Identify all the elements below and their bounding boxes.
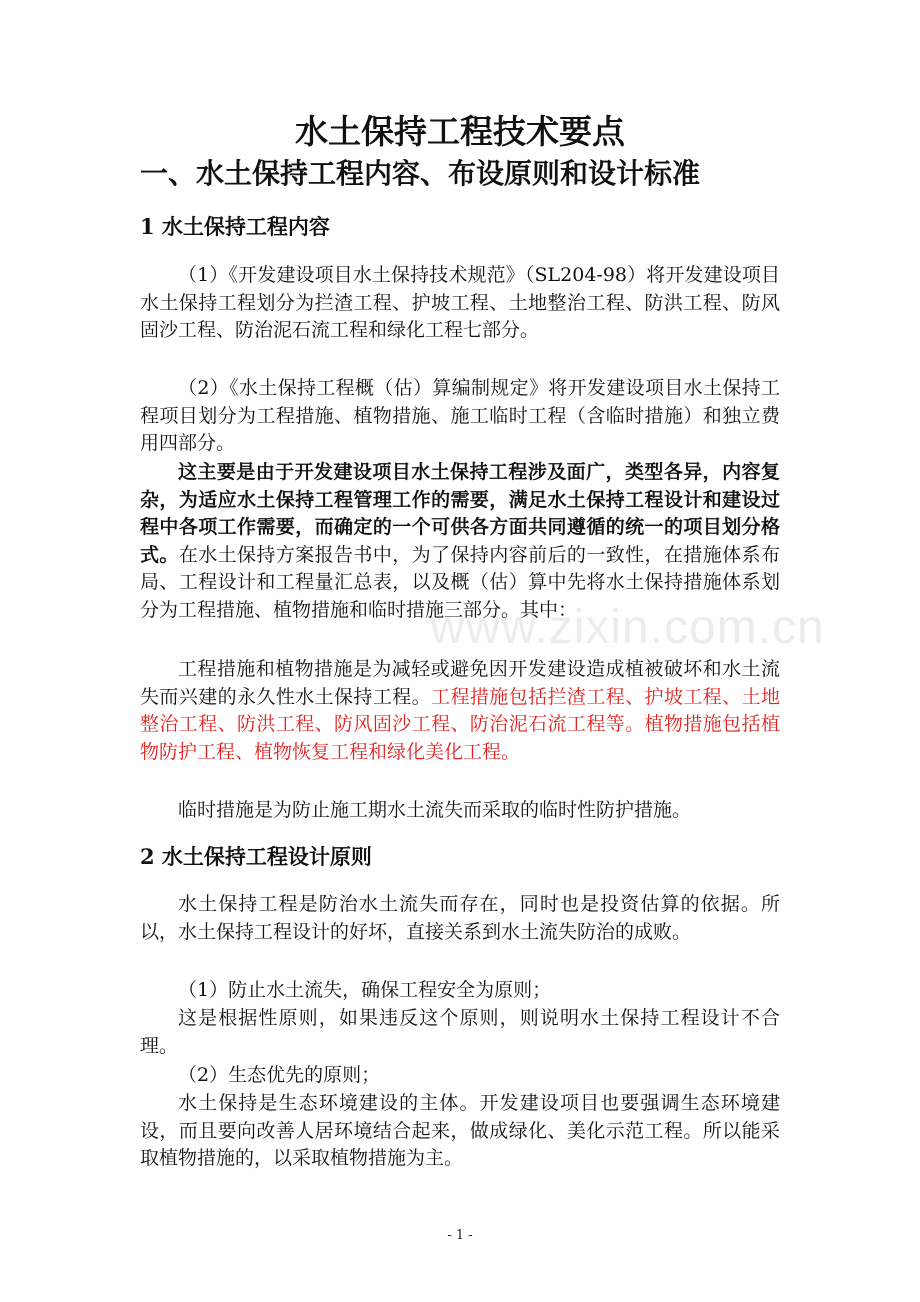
paragraph-1: （1）《开发建设项目水土保持技术规范》（SL204-98）将开发建设项目水土保持工程划分为拦渣工程、护坡工程、土地整治工程、防洪工程、防风固沙工程、防治泥石流工程和绿化工程七部分。 [140, 264, 780, 341]
paragraph-4-highlight: 工程措施包括拦渣工程、护坡工程、土地整治工程、防洪工程、防风固沙工程、防治泥石流工程等。植物措施包括植物防护工程、植物恢复工程和绿化美化工程。 [140, 685, 780, 763]
paragraph-4 [140, 656, 780, 766]
paragraph-4-plain: 工程措施和植物措施是为减轻或避免因开发建设造成植被破坏和水土流失而兴建的永久性水土保持工程。 [140, 658, 780, 708]
paragraph-3 [140, 459, 780, 624]
paragraph-9: （2）生态优先的原则； [178, 1064, 381, 1086]
page-number: - 1 - [447, 1228, 473, 1243]
subheading-1: 1 水土保持工程内容 [140, 214, 330, 239]
section-heading-1: 一、水土保持工程内容、布设原则和设计标准 [140, 157, 701, 190]
watermark: www.zixin.com.cn [430, 601, 825, 654]
paragraph-2: （2）《水土保持工程概（估）算编制规定》将开发建设项目水土保持工程项目划分为工程措施、植物措施、施工临时工程（含临时措施）和独立费用四部分。 [140, 377, 780, 454]
paragraph-10: 水土保持是生态环境建设的主体。开发建设项目也要强调生态环境建设，而且要向改善人居环境结合起来，做成绿化、美化示范工程。所以能采取植物措施的，以采取植物措施为主。 [140, 1092, 780, 1169]
paragraph-8: 这是根据性原则，如果违反这个原则，则说明水土保持工程设计不合理。 [140, 1007, 780, 1057]
paragraph-5: 临时措施是为防止施工期水土流失而采取的临时性防护措施。 [178, 799, 692, 821]
paragraph-3-rest: 在水土保持方案报告书中，为了保持内容前后的一致性，在措施体系布局、工程设计和工程量汇总表，以及概（估）算中先将水土保持措施体系划分为工程措施、植物措施和临时措施三部分。其中： [140, 543, 780, 621]
paragraph-3-emphasis: 这主要是由于开发建设项目水土保持工程涉及面广，类型各异，内容复杂，为适应水土保持工程管理工作的需要，满足水土保持工程设计和建设过程中各项工作需要，而确定的一个可供各方面共同遵循的统一的项目划分格式。 [140, 461, 780, 566]
paragraph-6: 水土保持工程是防治水土流失而存在，同时也是投资估算的依据。所以，水土保持工程设计的好坏，直接关系到水土流失防治的成败。 [140, 893, 780, 943]
paragraph-7: （1）防止水土流失，确保工程安全为原则； [178, 979, 552, 1001]
subheading-2: 2 水土保持工程设计原则 [140, 844, 372, 869]
document-title: 水土保持工程技术要点 [295, 112, 625, 151]
